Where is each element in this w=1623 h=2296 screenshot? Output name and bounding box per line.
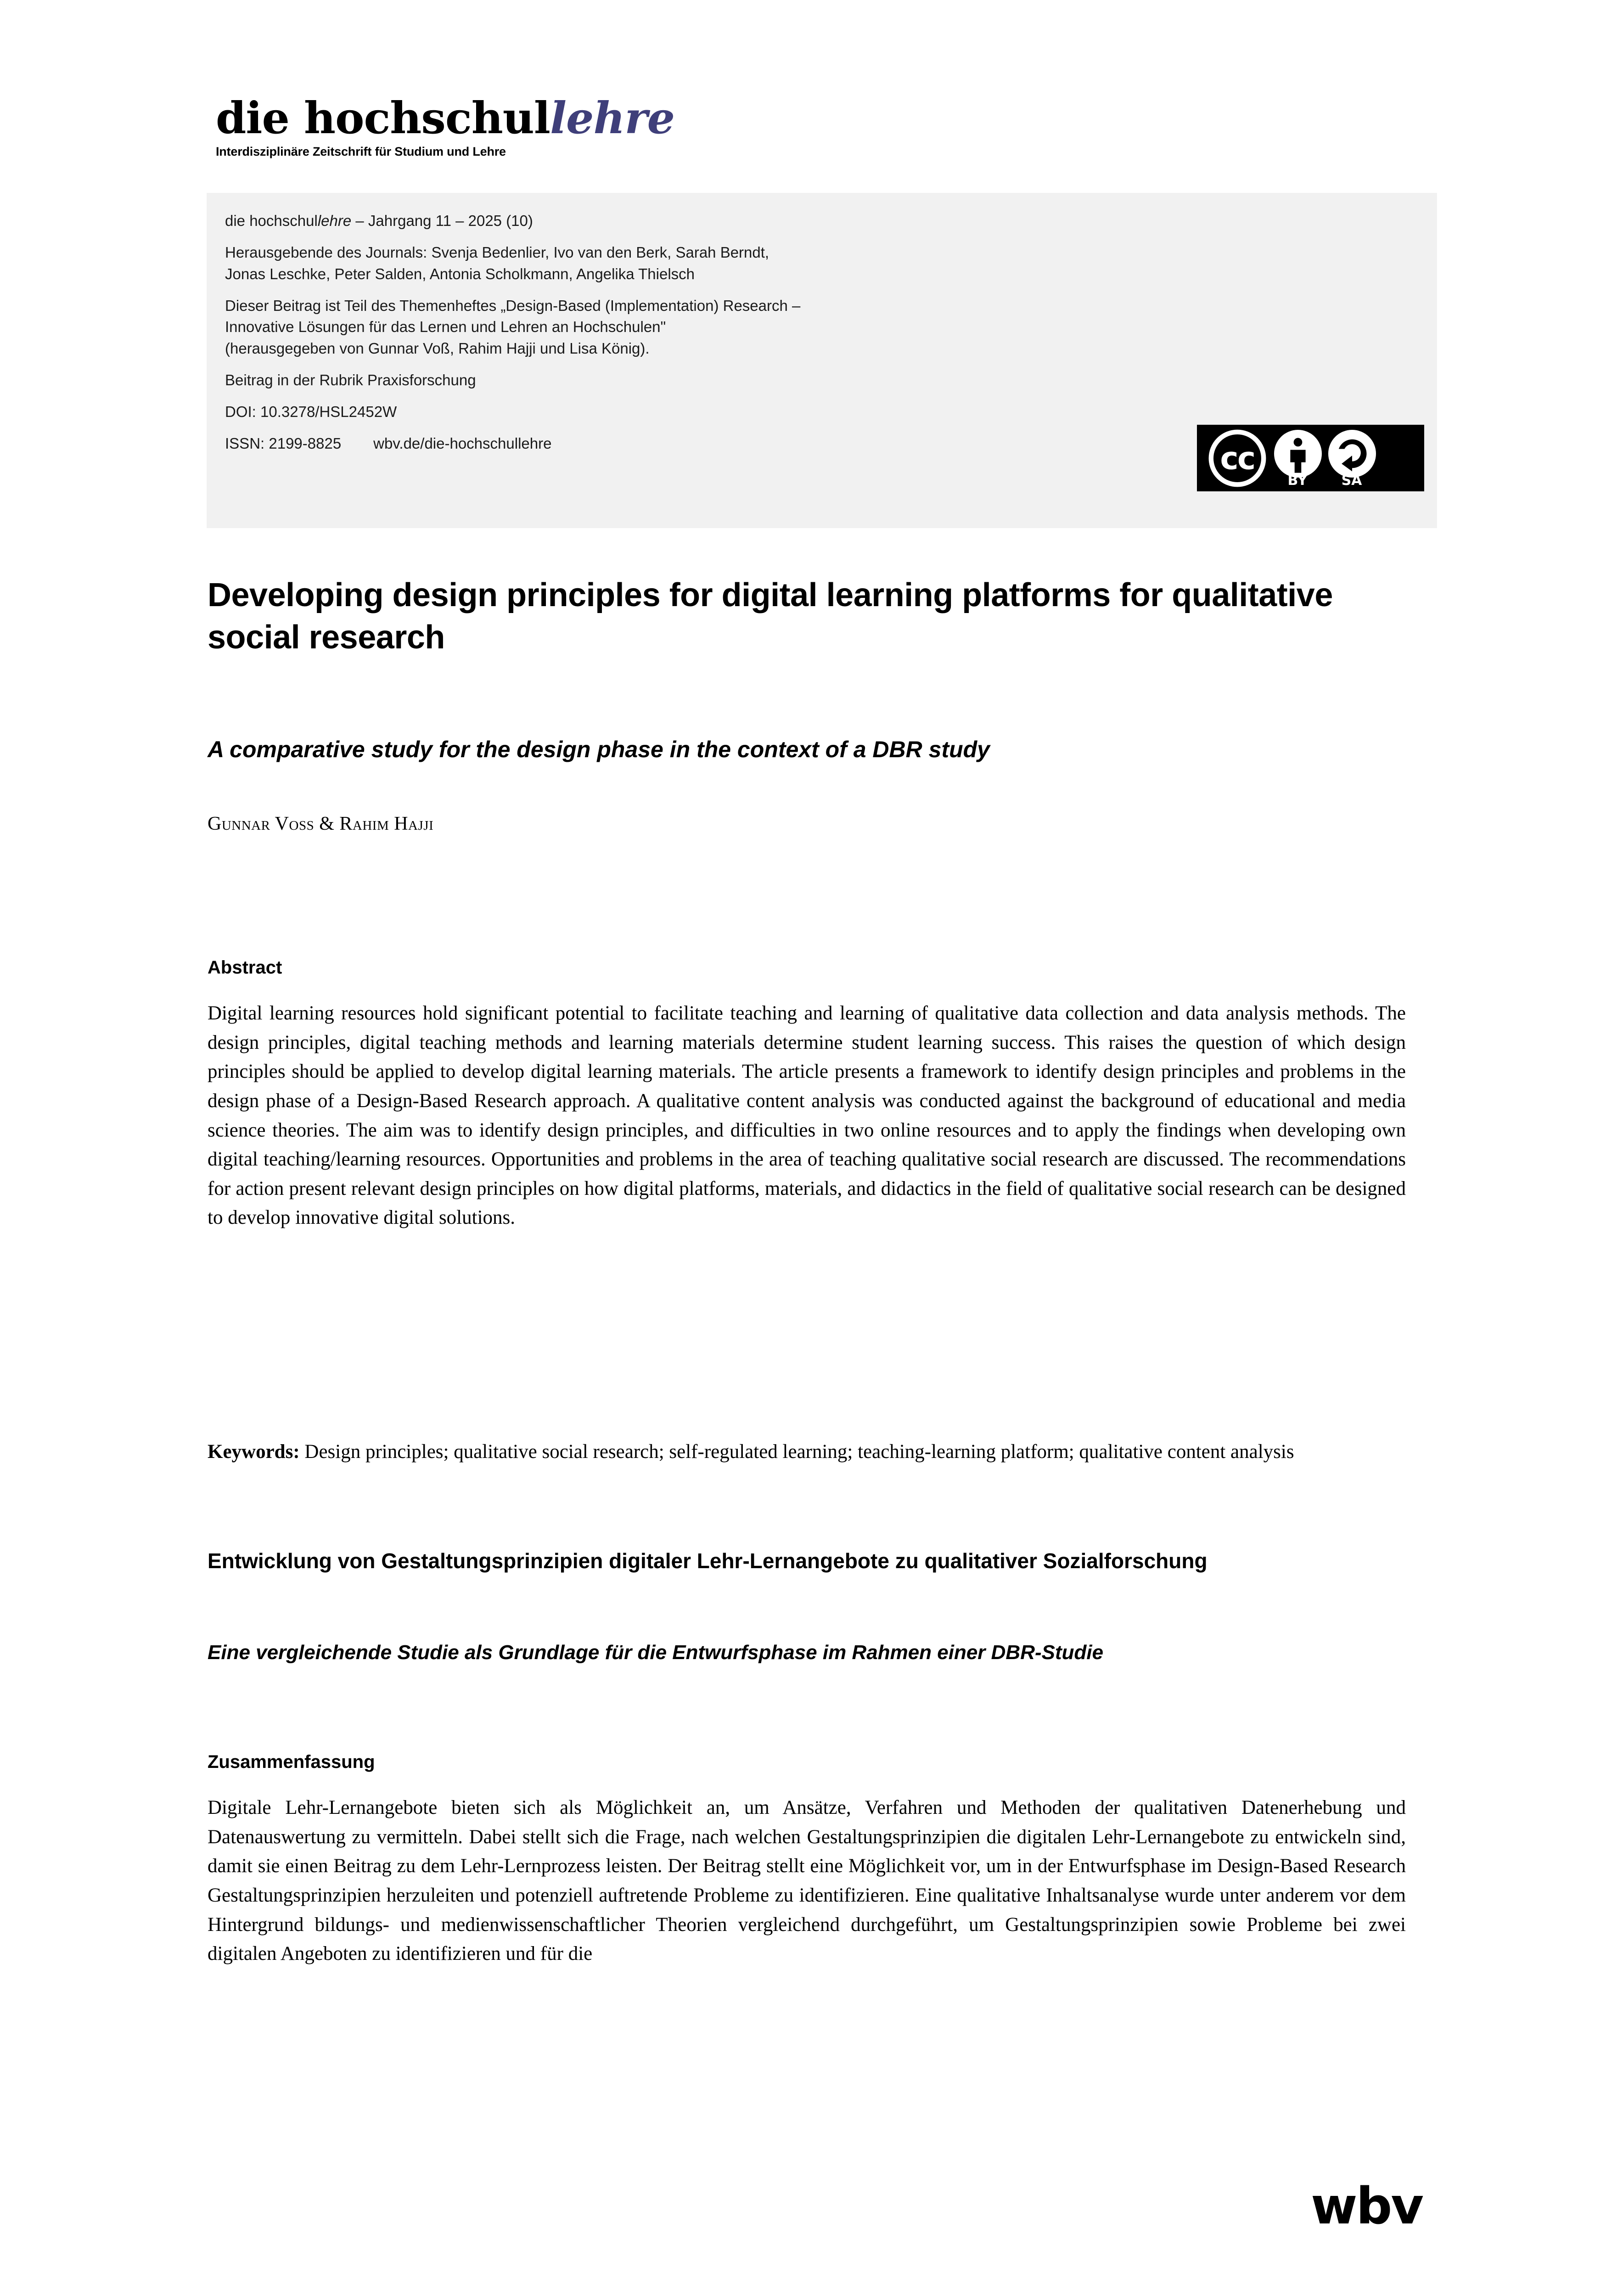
doi-line[interactable]: DOI: 10.3278/HSL2452W — [225, 403, 397, 421]
journal-title-main: die hochschul — [216, 93, 550, 144]
issn-value: ISSN: 2199-8825 — [225, 434, 342, 452]
cc-sa-icon — [1328, 430, 1376, 478]
journal-subtitle: Interdisziplinäre Zeitschrift für Studium und Lehre — [216, 145, 506, 158]
page-title: Developing design principles for digital learning platforms for qualitative social research — [208, 577, 1333, 656]
german-subtitle: Eine vergleichende Studie als Grundlage für die Entwurfsphase im Rahmen einer DBR-Studie — [208, 1641, 1104, 1664]
issue-line — [225, 210, 1134, 232]
abstract-text: Digital learning resources hold significant potential to facilitate teaching and learning of qualitative data collection and data analysis methods. The design principles, digital teaching methods and learning materials determine student learning success. This raises the question of which design principles should be applied to develop digital learning materials. The article presents a framework to identify design principles and problems in the design phase of a Design-Based Research approach. A qualitative content analysis was conducted against the background of educational and media science theories. The aim was to identify design principles, and difficulties in two online resources and to apply the findings when developing own digital teaching/learning resources. Opportunities and problems in the area of teaching qualitative social research are discussed. The recommendations for action present relevant design principles on how digital platforms, materials, and didactics in the field of qualitative social research can be designed to develop innovative digital solutions. — [208, 1002, 1406, 1229]
journal-masthead — [216, 93, 744, 159]
german-abstract-heading: Zusammenfassung — [208, 1752, 375, 1772]
issn-row — [225, 433, 1134, 455]
abstract-heading: Abstract — [208, 957, 282, 978]
cc-icon — [1201, 428, 1274, 488]
cc-license-labels — [1270, 473, 1422, 489]
keywords-block — [208, 1437, 1406, 1467]
issue-prefix: die hochschul — [225, 212, 318, 229]
page-subtitle: A comparative study for the design phase in the context of a DBR study — [208, 737, 990, 762]
german-abstract-text: Digitale Lehr-Lernangebote bieten sich als Möglichkeit an, um Ansätze, Verfahren und Methoden der qualitativen Datenerhebung und Datenauswertung zu vermitteln. Dabei stellt sich die Frage, nach welchen Gestaltungsprinzipien die digitalen Lehr-Lernangebote zu entwickeln sind, damit sie einen Beitrag zu dem Lehr-Lernprozess leisten. Der Beitrag stellt eine Möglichkeit vor, um in der Entwurfsphase im Design-Based Research Gestaltungsprinzipien herzuleiten und potenziell auftretende Probleme zu identifizieren. Eine qualitative Inhaltsanalyse wurde unter anderem vor dem Hintergrund bildungs- und medienwissenschaftlicher Theorien vergleichend durchgeführt, um Gestaltungsprinzipien sowie Probleme bei zwei digitalen Angeboten zu identifizieren und für die — [208, 1797, 1406, 1965]
cc-by-icon — [1274, 430, 1322, 478]
special-issue-line-1: Dieser Beitrag ist Teil des Themenheftes „Design-Based (Implementation) Research – — [225, 297, 801, 314]
editors-line-2: Jonas Leschke, Peter Salden, Antonia Scholkmann, Angelika Thielsch — [225, 265, 695, 282]
editors-block — [225, 242, 1134, 285]
author-list: Gunnar Voss & Rahim Hajji — [208, 813, 434, 834]
publisher-logo: wbv — [1311, 2177, 1423, 2235]
keywords-label: Keywords: — [208, 1441, 300, 1463]
cc-by-label: BY — [1287, 473, 1308, 489]
journal-website-link[interactable]: wbv.de/die-hochschullehre — [373, 434, 552, 452]
special-issue-line-3: (herausgegeben von Gunnar Voß, Rahim Hajji und Lisa König). — [225, 340, 650, 357]
special-issue-line-2: Innovative Lösungen für das Lernen und Lehren an Hochschulen" — [225, 318, 666, 336]
editors-line-1: Herausgebende des Journals: Svenja Bedenlier, Ivo van den Berk, Sarah Berndt, — [225, 243, 769, 261]
svg-text:cc: cc — [1220, 439, 1255, 476]
special-issue-block — [225, 295, 1134, 360]
cc-license-badge[interactable] — [1197, 425, 1424, 491]
journal-title — [216, 93, 744, 144]
german-title: Entwicklung von Gestaltungsprinzipien digitaler Lehr-Lernangebote zu qualitativer Sozialforschung — [208, 1549, 1207, 1573]
rubric-line: Beitrag in der Rubrik Praxisforschung — [225, 371, 476, 389]
issue-italic: lehre — [317, 212, 352, 229]
journal-title-accent: lehre — [550, 93, 675, 144]
cc-logo-icon — [1207, 428, 1267, 488]
issue-rest: – Jahrgang 11 – 2025 (10) — [351, 212, 533, 229]
keywords-text: Design principles; qualitative social research; self-regulated learning; teaching-learning platform; qualitative content analysis — [299, 1441, 1294, 1463]
cc-sa-label: SA — [1341, 473, 1362, 489]
